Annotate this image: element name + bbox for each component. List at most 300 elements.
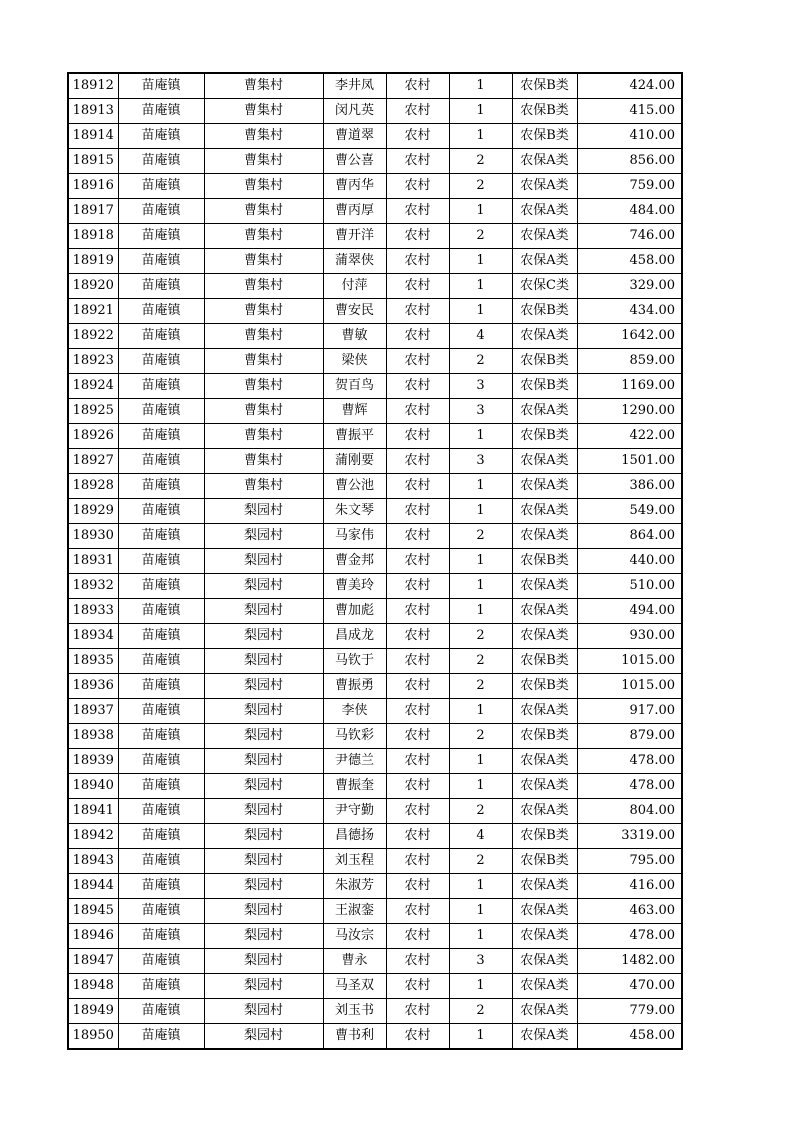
household-size-cell: 4 (449, 824, 512, 849)
insurance-category-cell: 农保A类 (512, 974, 577, 999)
town-name-cell: 苗庵镇 (118, 499, 204, 524)
row-number-cell: 18929 (68, 499, 118, 524)
amount-cell: 1015.00 (577, 674, 682, 699)
row-number-cell: 18949 (68, 999, 118, 1024)
row-number-cell: 18914 (68, 124, 118, 149)
insurance-category-cell: 农保C类 (512, 274, 577, 299)
person-name-cell: 曹永 (323, 949, 386, 974)
amount-cell: 864.00 (577, 524, 682, 549)
person-name-cell: 曹金邦 (323, 549, 386, 574)
row-number-cell: 18945 (68, 899, 118, 924)
area-type-cell: 农村 (386, 124, 449, 149)
table-row (68, 1024, 682, 1050)
household-size-cell: 4 (449, 324, 512, 349)
person-name-cell: 曹道翠 (323, 124, 386, 149)
person-name-cell: 曹美玲 (323, 574, 386, 599)
insurance-category-cell: 农保B类 (512, 73, 577, 99)
household-size-cell: 1 (449, 199, 512, 224)
amount-cell: 779.00 (577, 999, 682, 1024)
town-name-cell: 苗庵镇 (118, 799, 204, 824)
amount-cell: 422.00 (577, 424, 682, 449)
row-number-cell: 18918 (68, 224, 118, 249)
insurance-category-cell: 农保A类 (512, 324, 577, 349)
area-type-cell: 农村 (386, 649, 449, 674)
insurance-category-cell: 农保B类 (512, 374, 577, 399)
household-size-cell: 1 (449, 124, 512, 149)
row-number-cell: 18919 (68, 249, 118, 274)
town-name-cell: 苗庵镇 (118, 924, 204, 949)
household-size-cell: 2 (449, 524, 512, 549)
amount-cell: 917.00 (577, 699, 682, 724)
village-name-cell: 梨园村 (204, 649, 323, 674)
table-row (68, 174, 682, 199)
village-name-cell: 梨园村 (204, 699, 323, 724)
town-name-cell: 苗庵镇 (118, 599, 204, 624)
insurance-category-cell: 农保B类 (512, 349, 577, 374)
town-name-cell: 苗庵镇 (118, 199, 204, 224)
amount-cell: 463.00 (577, 899, 682, 924)
person-name-cell: 刘玉程 (323, 849, 386, 874)
insurance-category-cell: 农保A类 (512, 924, 577, 949)
row-number-cell: 18938 (68, 724, 118, 749)
household-size-cell: 1 (449, 424, 512, 449)
village-name-cell: 曹集村 (204, 299, 323, 324)
household-size-cell: 1 (449, 1024, 512, 1050)
amount-cell: 416.00 (577, 874, 682, 899)
row-number-cell: 18934 (68, 624, 118, 649)
area-type-cell: 农村 (386, 699, 449, 724)
person-name-cell: 蒲刚要 (323, 449, 386, 474)
record-table (67, 72, 683, 1050)
household-size-cell: 1 (449, 549, 512, 574)
village-name-cell: 梨园村 (204, 574, 323, 599)
household-size-cell: 2 (449, 149, 512, 174)
row-number-cell: 18941 (68, 799, 118, 824)
town-name-cell: 苗庵镇 (118, 574, 204, 599)
town-name-cell: 苗庵镇 (118, 999, 204, 1024)
row-number-cell: 18924 (68, 374, 118, 399)
insurance-category-cell: 农保B类 (512, 549, 577, 574)
village-name-cell: 曹集村 (204, 224, 323, 249)
row-number-cell: 18928 (68, 474, 118, 499)
insurance-category-cell: 农保B类 (512, 674, 577, 699)
amount-cell: 329.00 (577, 274, 682, 299)
insurance-category-cell: 农保A类 (512, 949, 577, 974)
household-size-cell: 1 (449, 73, 512, 99)
row-number-cell: 18926 (68, 424, 118, 449)
household-size-cell: 1 (449, 899, 512, 924)
town-name-cell: 苗庵镇 (118, 624, 204, 649)
person-name-cell: 李井凤 (323, 73, 386, 99)
village-name-cell: 曹集村 (204, 174, 323, 199)
area-type-cell: 农村 (386, 624, 449, 649)
area-type-cell: 农村 (386, 324, 449, 349)
area-type-cell: 农村 (386, 73, 449, 99)
household-size-cell: 1 (449, 774, 512, 799)
amount-cell: 1642.00 (577, 324, 682, 349)
village-name-cell: 梨园村 (204, 749, 323, 774)
amount-cell: 804.00 (577, 799, 682, 824)
village-name-cell: 梨园村 (204, 899, 323, 924)
town-name-cell: 苗庵镇 (118, 674, 204, 699)
town-name-cell: 苗庵镇 (118, 399, 204, 424)
row-number-cell: 18948 (68, 974, 118, 999)
row-number-cell: 18925 (68, 399, 118, 424)
amount-cell: 856.00 (577, 149, 682, 174)
table-row (68, 474, 682, 499)
household-size-cell: 1 (449, 474, 512, 499)
area-type-cell: 农村 (386, 399, 449, 424)
row-number-cell: 18912 (68, 73, 118, 99)
table-row (68, 299, 682, 324)
insurance-category-cell: 农保A类 (512, 399, 577, 424)
table-row (68, 574, 682, 599)
town-name-cell: 苗庵镇 (118, 174, 204, 199)
insurance-category-cell: 农保B类 (512, 824, 577, 849)
person-name-cell: 曹加彪 (323, 599, 386, 624)
town-name-cell: 苗庵镇 (118, 524, 204, 549)
village-name-cell: 梨园村 (204, 999, 323, 1024)
town-name-cell: 苗庵镇 (118, 699, 204, 724)
town-name-cell: 苗庵镇 (118, 874, 204, 899)
village-name-cell: 梨园村 (204, 674, 323, 699)
village-name-cell: 曹集村 (204, 124, 323, 149)
table-row (68, 324, 682, 349)
village-name-cell: 曹集村 (204, 199, 323, 224)
village-name-cell: 梨园村 (204, 849, 323, 874)
area-type-cell: 农村 (386, 799, 449, 824)
amount-cell: 859.00 (577, 349, 682, 374)
person-name-cell: 蒲翠侠 (323, 249, 386, 274)
table-row (68, 699, 682, 724)
row-number-cell: 18915 (68, 149, 118, 174)
row-number-cell: 18946 (68, 924, 118, 949)
area-type-cell: 农村 (386, 424, 449, 449)
area-type-cell: 农村 (386, 99, 449, 124)
area-type-cell: 农村 (386, 824, 449, 849)
table-row (68, 999, 682, 1024)
person-name-cell: 马钦彩 (323, 724, 386, 749)
village-name-cell: 曹集村 (204, 73, 323, 99)
row-number-cell: 18943 (68, 849, 118, 874)
household-size-cell: 1 (449, 699, 512, 724)
household-size-cell: 2 (449, 999, 512, 1024)
insurance-category-cell: 农保A类 (512, 524, 577, 549)
household-size-cell: 2 (449, 224, 512, 249)
table-row (68, 874, 682, 899)
person-name-cell: 付萍 (323, 274, 386, 299)
town-name-cell: 苗庵镇 (118, 949, 204, 974)
area-type-cell: 农村 (386, 874, 449, 899)
table-row (68, 899, 682, 924)
amount-cell: 458.00 (577, 249, 682, 274)
amount-cell: 1169.00 (577, 374, 682, 399)
amount-cell: 510.00 (577, 574, 682, 599)
town-name-cell: 苗庵镇 (118, 849, 204, 874)
amount-cell: 458.00 (577, 1024, 682, 1050)
area-type-cell: 农村 (386, 1024, 449, 1050)
household-size-cell: 1 (449, 299, 512, 324)
amount-cell: 494.00 (577, 599, 682, 624)
insurance-category-cell: 农保A类 (512, 1024, 577, 1050)
person-name-cell: 昌德扬 (323, 824, 386, 849)
amount-cell: 386.00 (577, 474, 682, 499)
village-name-cell: 梨园村 (204, 724, 323, 749)
person-name-cell: 曹开洋 (323, 224, 386, 249)
area-type-cell: 农村 (386, 549, 449, 574)
table-row (68, 924, 682, 949)
household-size-cell: 2 (449, 799, 512, 824)
insurance-category-cell: 农保A类 (512, 699, 577, 724)
village-name-cell: 梨园村 (204, 549, 323, 574)
person-name-cell: 马钦于 (323, 649, 386, 674)
area-type-cell: 农村 (386, 249, 449, 274)
amount-cell: 434.00 (577, 299, 682, 324)
village-name-cell: 曹集村 (204, 324, 323, 349)
row-number-cell: 18932 (68, 574, 118, 599)
person-name-cell: 曹公池 (323, 474, 386, 499)
person-name-cell: 曹振奎 (323, 774, 386, 799)
insurance-category-cell: 农保A类 (512, 449, 577, 474)
amount-cell: 1501.00 (577, 449, 682, 474)
row-number-cell: 18916 (68, 174, 118, 199)
person-name-cell: 朱淑芳 (323, 874, 386, 899)
insurance-category-cell: 农保A类 (512, 249, 577, 274)
village-name-cell: 梨园村 (204, 1024, 323, 1050)
village-name-cell: 梨园村 (204, 624, 323, 649)
table-row (68, 449, 682, 474)
insurance-category-cell: 农保A类 (512, 874, 577, 899)
area-type-cell: 农村 (386, 724, 449, 749)
row-number-cell: 18937 (68, 699, 118, 724)
area-type-cell: 农村 (386, 499, 449, 524)
person-name-cell: 马家伟 (323, 524, 386, 549)
insurance-category-cell: 农保A类 (512, 499, 577, 524)
town-name-cell: 苗庵镇 (118, 774, 204, 799)
insurance-category-cell: 农保A类 (512, 574, 577, 599)
amount-cell: 415.00 (577, 99, 682, 124)
area-type-cell: 农村 (386, 849, 449, 874)
town-name-cell: 苗庵镇 (118, 424, 204, 449)
insurance-category-cell: 农保A类 (512, 624, 577, 649)
table-row (68, 949, 682, 974)
town-name-cell: 苗庵镇 (118, 899, 204, 924)
town-name-cell: 苗庵镇 (118, 99, 204, 124)
row-number-cell: 18936 (68, 674, 118, 699)
amount-cell: 1015.00 (577, 649, 682, 674)
table-row (68, 849, 682, 874)
person-name-cell: 曹振平 (323, 424, 386, 449)
table-row (68, 749, 682, 774)
insurance-category-cell: 农保A类 (512, 599, 577, 624)
village-name-cell: 曹集村 (204, 99, 323, 124)
person-name-cell: 朱文琴 (323, 499, 386, 524)
household-size-cell: 1 (449, 924, 512, 949)
person-name-cell: 曹丙厚 (323, 199, 386, 224)
table-row (68, 724, 682, 749)
table-row (68, 499, 682, 524)
insurance-category-cell: 农保A类 (512, 149, 577, 174)
household-size-cell: 1 (449, 599, 512, 624)
table-row (68, 599, 682, 624)
amount-cell: 746.00 (577, 224, 682, 249)
insurance-category-cell: 农保B类 (512, 724, 577, 749)
village-name-cell: 曹集村 (204, 249, 323, 274)
row-number-cell: 18913 (68, 99, 118, 124)
town-name-cell: 苗庵镇 (118, 749, 204, 774)
household-size-cell: 3 (449, 374, 512, 399)
area-type-cell: 农村 (386, 924, 449, 949)
household-size-cell: 1 (449, 274, 512, 299)
amount-cell: 759.00 (577, 174, 682, 199)
table-row (68, 974, 682, 999)
insurance-category-cell: 农保B类 (512, 99, 577, 124)
table-row (68, 799, 682, 824)
household-size-cell: 1 (449, 249, 512, 274)
town-name-cell: 苗庵镇 (118, 474, 204, 499)
person-name-cell: 曹书利 (323, 1024, 386, 1050)
town-name-cell: 苗庵镇 (118, 824, 204, 849)
household-size-cell: 2 (449, 849, 512, 874)
person-name-cell: 贺百鸟 (323, 374, 386, 399)
area-type-cell: 农村 (386, 349, 449, 374)
village-name-cell: 梨园村 (204, 524, 323, 549)
household-size-cell: 1 (449, 974, 512, 999)
town-name-cell: 苗庵镇 (118, 249, 204, 274)
area-type-cell: 农村 (386, 199, 449, 224)
area-type-cell: 农村 (386, 224, 449, 249)
insurance-category-cell: 农保B类 (512, 424, 577, 449)
insurance-category-cell: 农保A类 (512, 899, 577, 924)
town-name-cell: 苗庵镇 (118, 149, 204, 174)
person-name-cell: 曹辉 (323, 399, 386, 424)
person-name-cell: 尹守勤 (323, 799, 386, 824)
area-type-cell: 农村 (386, 599, 449, 624)
table-row (68, 374, 682, 399)
person-name-cell: 梁侠 (323, 349, 386, 374)
insurance-category-cell: 农保A类 (512, 474, 577, 499)
row-number-cell: 18920 (68, 274, 118, 299)
town-name-cell: 苗庵镇 (118, 124, 204, 149)
area-type-cell: 农村 (386, 674, 449, 699)
village-name-cell: 梨园村 (204, 949, 323, 974)
person-name-cell: 李侠 (323, 699, 386, 724)
row-number-cell: 18921 (68, 299, 118, 324)
row-number-cell: 18939 (68, 749, 118, 774)
insurance-category-cell: 农保A类 (512, 199, 577, 224)
amount-cell: 478.00 (577, 924, 682, 949)
table-row (68, 549, 682, 574)
table-row (68, 149, 682, 174)
row-number-cell: 18931 (68, 549, 118, 574)
table-row (68, 524, 682, 549)
village-name-cell: 曹集村 (204, 449, 323, 474)
amount-cell: 478.00 (577, 749, 682, 774)
amount-cell: 440.00 (577, 549, 682, 574)
row-number-cell: 18942 (68, 824, 118, 849)
record-table-body (68, 73, 682, 1049)
person-name-cell: 曹安民 (323, 299, 386, 324)
town-name-cell: 苗庵镇 (118, 324, 204, 349)
row-number-cell: 18933 (68, 599, 118, 624)
village-name-cell: 梨园村 (204, 799, 323, 824)
area-type-cell: 农村 (386, 299, 449, 324)
town-name-cell: 苗庵镇 (118, 374, 204, 399)
amount-cell: 484.00 (577, 199, 682, 224)
insurance-category-cell: 农保A类 (512, 224, 577, 249)
table-row (68, 249, 682, 274)
village-name-cell: 梨园村 (204, 874, 323, 899)
village-name-cell: 梨园村 (204, 599, 323, 624)
insurance-category-cell: 农保B类 (512, 299, 577, 324)
amount-cell: 549.00 (577, 499, 682, 524)
insurance-category-cell: 农保A类 (512, 799, 577, 824)
insurance-category-cell: 农保B类 (512, 849, 577, 874)
table-row (68, 424, 682, 449)
table-row (68, 624, 682, 649)
town-name-cell: 苗庵镇 (118, 73, 204, 99)
person-name-cell: 马圣双 (323, 974, 386, 999)
town-name-cell: 苗庵镇 (118, 299, 204, 324)
village-name-cell: 曹集村 (204, 274, 323, 299)
table-row (68, 224, 682, 249)
household-size-cell: 3 (449, 399, 512, 424)
table-row (68, 99, 682, 124)
person-name-cell: 曹敏 (323, 324, 386, 349)
amount-cell: 470.00 (577, 974, 682, 999)
area-type-cell: 农村 (386, 749, 449, 774)
row-number-cell: 18927 (68, 449, 118, 474)
row-number-cell: 18940 (68, 774, 118, 799)
village-name-cell: 梨园村 (204, 499, 323, 524)
village-name-cell: 梨园村 (204, 824, 323, 849)
town-name-cell: 苗庵镇 (118, 224, 204, 249)
area-type-cell: 农村 (386, 149, 449, 174)
area-type-cell: 农村 (386, 274, 449, 299)
town-name-cell: 苗庵镇 (118, 649, 204, 674)
amount-cell: 424.00 (577, 73, 682, 99)
household-size-cell: 1 (449, 874, 512, 899)
village-name-cell: 梨园村 (204, 924, 323, 949)
amount-cell: 410.00 (577, 124, 682, 149)
town-name-cell: 苗庵镇 (118, 549, 204, 574)
table-row (68, 774, 682, 799)
amount-cell: 795.00 (577, 849, 682, 874)
person-name-cell: 马汝宗 (323, 924, 386, 949)
area-type-cell: 农村 (386, 524, 449, 549)
table-row (68, 199, 682, 224)
town-name-cell: 苗庵镇 (118, 349, 204, 374)
row-number-cell: 18950 (68, 1024, 118, 1050)
area-type-cell: 农村 (386, 899, 449, 924)
person-name-cell: 昌成龙 (323, 624, 386, 649)
household-size-cell: 1 (449, 499, 512, 524)
town-name-cell: 苗庵镇 (118, 974, 204, 999)
village-name-cell: 曹集村 (204, 149, 323, 174)
area-type-cell: 农村 (386, 949, 449, 974)
village-name-cell: 曹集村 (204, 474, 323, 499)
household-size-cell: 3 (449, 449, 512, 474)
village-name-cell: 梨园村 (204, 974, 323, 999)
row-number-cell: 18923 (68, 349, 118, 374)
table-row (68, 274, 682, 299)
row-number-cell: 18917 (68, 199, 118, 224)
amount-cell: 478.00 (577, 774, 682, 799)
table-row (68, 349, 682, 374)
village-name-cell: 曹集村 (204, 424, 323, 449)
row-number-cell: 18935 (68, 649, 118, 674)
amount-cell: 879.00 (577, 724, 682, 749)
